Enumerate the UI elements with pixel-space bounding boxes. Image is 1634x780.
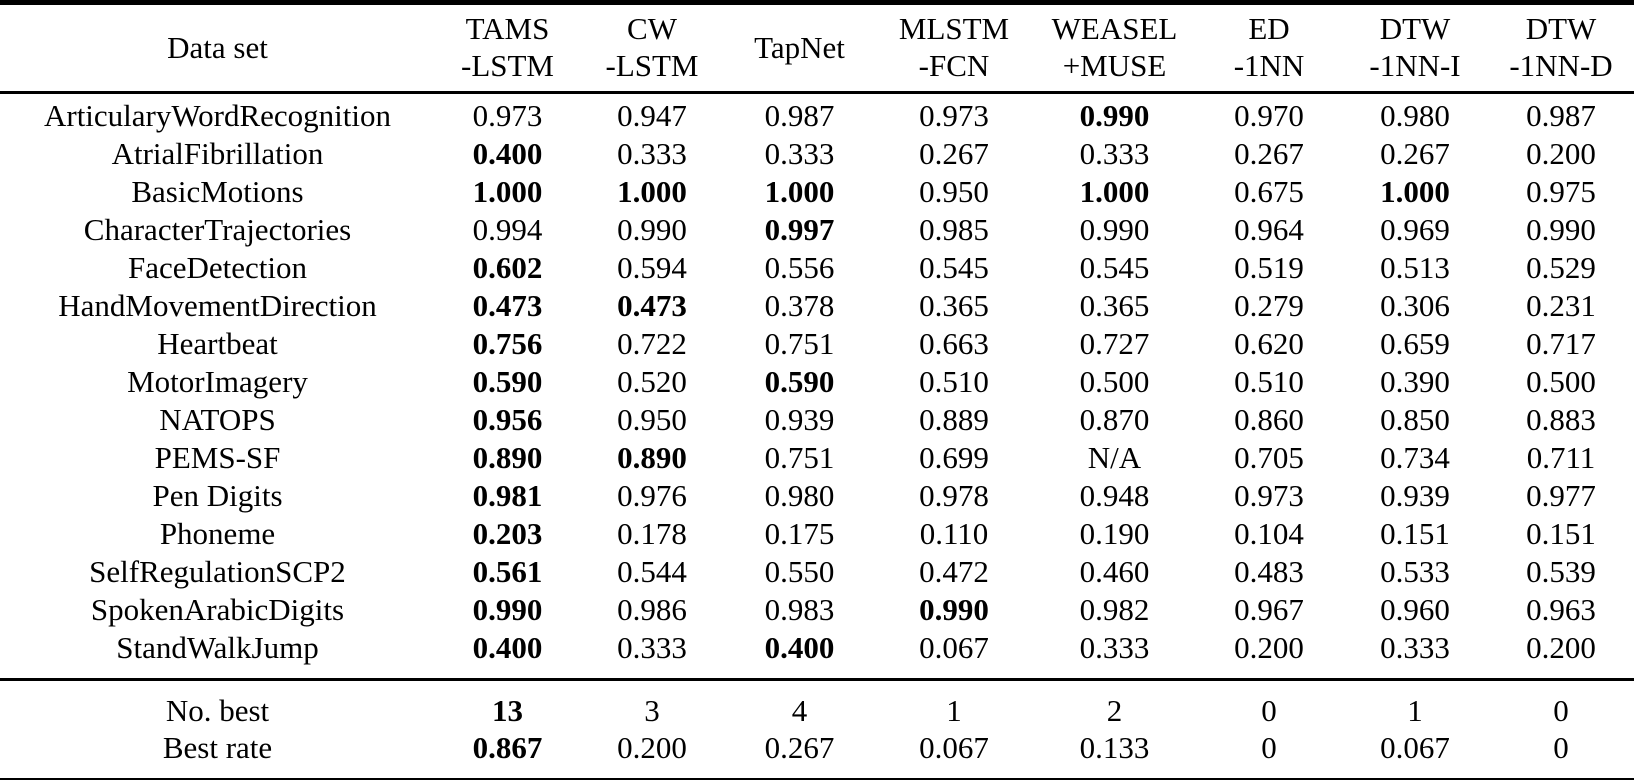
table-row xyxy=(0,515,1634,553)
value-cell: 0.533 xyxy=(1380,554,1450,589)
table-row xyxy=(0,591,1634,629)
value-cell: 0.472 xyxy=(919,554,989,589)
table-summary xyxy=(0,680,1634,780)
value-cell: 0.510 xyxy=(919,364,989,399)
value-cell: 0.200 xyxy=(1526,630,1596,665)
table-row xyxy=(0,325,1634,363)
value-cell: 0.990 xyxy=(1079,212,1150,247)
dataset-name-cell: PEMS-SF xyxy=(154,440,281,475)
column-header-label: DTW xyxy=(1379,11,1451,46)
summary-value-cell: 0 xyxy=(1196,680,1342,730)
table-row xyxy=(0,135,1634,173)
value-cell: 0.151 xyxy=(1380,516,1450,551)
value-cell: 0.985 xyxy=(919,212,989,247)
value-cell: 0.539 xyxy=(1526,554,1596,589)
value-cell: 0.950 xyxy=(617,402,687,437)
value-cell: 0.659 xyxy=(1380,326,1450,361)
value-cell: 0.067 xyxy=(919,630,989,665)
value-cell: 0.483 xyxy=(1234,554,1304,589)
value-cell: 0.663 xyxy=(919,326,989,361)
summary-value-cell: 2 xyxy=(1033,680,1196,730)
column-header-label-line2: +MUSE xyxy=(1062,48,1167,83)
value-cell: 0.590 xyxy=(472,364,543,399)
dataset-name-cell: HandMovementDirection xyxy=(58,288,377,323)
dataset-name-cell: NATOPS xyxy=(159,402,276,437)
column-header-label: ED xyxy=(1248,11,1290,46)
value-cell: 0.333 xyxy=(1079,630,1150,665)
summary-value-cell: 3 xyxy=(580,680,724,730)
dataset-name-cell: Pen Digits xyxy=(152,478,283,513)
value-cell: 0.956 xyxy=(472,402,543,437)
value-cell: 0.963 xyxy=(1526,592,1596,627)
summary-value-cell: 0.067 xyxy=(919,730,989,765)
value-cell: 0.473 xyxy=(472,288,543,323)
column-header-label-line2: -1NN-D xyxy=(1509,48,1613,83)
dataset-name-cell: FaceDetection xyxy=(127,250,308,285)
value-cell: 0.964 xyxy=(1234,212,1304,247)
value-cell: 0.990 xyxy=(1526,212,1596,247)
value-cell: 0.203 xyxy=(472,516,543,551)
dataset-name-cell: AtrialFibrillation xyxy=(111,136,324,171)
column-header-dataset xyxy=(0,3,435,93)
summary-value-cell: 0.200 xyxy=(617,730,687,765)
value-cell: 0.175 xyxy=(764,516,835,551)
value-cell: 0.500 xyxy=(1526,364,1596,399)
value-cell: 0.860 xyxy=(1234,402,1304,437)
value-cell: 1.000 xyxy=(1079,174,1150,209)
value-cell: 0.104 xyxy=(1234,516,1304,551)
value-cell: 0.734 xyxy=(1380,440,1450,475)
value-cell: 0.267 xyxy=(1380,136,1450,171)
summary-value-cell: 13 xyxy=(435,680,580,730)
value-cell: 0.550 xyxy=(764,554,835,589)
value-cell: 0.151 xyxy=(1526,516,1596,551)
column-header-label-line2: -LSTM xyxy=(461,48,554,83)
value-cell: 0.976 xyxy=(617,478,687,513)
value-cell: 0.751 xyxy=(764,440,835,475)
value-cell: 0.990 xyxy=(919,592,989,627)
value-cell: 0.850 xyxy=(1380,402,1450,437)
column-header-dtw-1nn-i xyxy=(1342,3,1488,93)
summary-value-cell: 4 xyxy=(724,680,875,730)
value-cell: 0.960 xyxy=(1380,592,1450,627)
table-row xyxy=(0,287,1634,325)
summary-value-cell: 0 xyxy=(1488,680,1634,730)
value-cell: 0.983 xyxy=(764,592,835,627)
column-header-label: WEASEL xyxy=(1051,11,1178,46)
value-cell: 0.973 xyxy=(919,98,989,133)
value-cell: 0.200 xyxy=(1526,136,1596,171)
column-header-label: TapNet xyxy=(754,29,845,65)
value-cell: 0.460 xyxy=(1079,554,1150,589)
value-cell: N/A xyxy=(1087,440,1142,475)
value-cell: 0.473 xyxy=(617,288,687,323)
summary-label-cell: Best rate xyxy=(162,730,273,765)
value-cell: 0.986 xyxy=(617,592,687,627)
value-cell: 0.981 xyxy=(472,478,543,513)
summary-value-cell: 0.067 xyxy=(1380,730,1450,765)
table-row xyxy=(0,439,1634,477)
value-cell: 0.267 xyxy=(919,136,989,171)
table-row xyxy=(0,629,1634,680)
value-cell: 0.545 xyxy=(919,250,989,285)
value-cell: 0.190 xyxy=(1079,516,1150,551)
column-header-label: CW xyxy=(627,11,677,46)
column-header-label: MLSTM xyxy=(898,11,1010,46)
value-cell: 0.561 xyxy=(472,554,543,589)
value-cell: 0.997 xyxy=(764,212,835,247)
value-cell: 0.365 xyxy=(1079,288,1150,323)
value-cell: 0.699 xyxy=(919,440,989,475)
value-cell: 0.400 xyxy=(472,630,543,665)
table-row xyxy=(0,249,1634,287)
table-row xyxy=(0,553,1634,591)
table-row xyxy=(0,477,1634,515)
value-cell: 0.883 xyxy=(1526,402,1596,437)
value-cell: 0.231 xyxy=(1526,288,1596,323)
summary-row xyxy=(0,680,1634,730)
value-cell: 0.727 xyxy=(1079,326,1150,361)
value-cell: 0.890 xyxy=(472,440,543,475)
value-cell: 0.200 xyxy=(1234,630,1304,665)
summary-value-cell: 0.867 xyxy=(472,730,543,765)
value-cell: 0.756 xyxy=(472,326,543,361)
value-cell: 0.513 xyxy=(1380,250,1450,285)
value-cell: 0.722 xyxy=(617,326,687,361)
table-row xyxy=(0,211,1634,249)
value-cell: 0.544 xyxy=(617,554,687,589)
summary-label-cell: No. best xyxy=(0,680,435,730)
summary-row xyxy=(0,729,1634,780)
column-header-label: TAMS xyxy=(465,11,550,46)
dataset-name-cell: BasicMotions xyxy=(131,174,304,209)
value-cell: 0.333 xyxy=(617,136,687,171)
value-cell: 0.365 xyxy=(919,288,989,323)
value-cell: 0.990 xyxy=(617,212,687,247)
value-cell: 0.717 xyxy=(1526,326,1596,361)
value-cell: 0.333 xyxy=(617,630,687,665)
column-header-weasel-muse xyxy=(1033,3,1196,93)
summary-value-cell: 0.133 xyxy=(1079,730,1150,765)
value-cell: 0.990 xyxy=(1079,98,1150,133)
value-cell: 0.333 xyxy=(1380,630,1450,665)
value-cell: 0.545 xyxy=(1079,250,1150,285)
value-cell: 0.939 xyxy=(764,402,835,437)
summary-value-cell: 0 xyxy=(1261,730,1277,765)
value-cell: 0.982 xyxy=(1079,592,1150,627)
value-cell: 0.602 xyxy=(472,250,543,285)
value-cell: 0.594 xyxy=(617,250,687,285)
value-cell: 0.333 xyxy=(1079,136,1150,171)
table-row xyxy=(0,93,1634,136)
value-cell: 0.279 xyxy=(1234,288,1304,323)
value-cell: 0.975 xyxy=(1526,174,1596,209)
table-body xyxy=(0,93,1634,680)
summary-value-cell: 0 xyxy=(1553,730,1569,765)
column-header-cw-lstm xyxy=(580,3,724,93)
column-header-label-line2: -1NN xyxy=(1233,48,1305,83)
value-cell: 1.000 xyxy=(1380,174,1450,209)
value-cell: 0.977 xyxy=(1526,478,1596,513)
dataset-name-cell: CharacterTrajectories xyxy=(83,212,352,247)
column-header-mlstm-fcn xyxy=(875,3,1033,93)
value-cell: 0.990 xyxy=(472,592,543,627)
value-cell: 0.950 xyxy=(919,174,989,209)
value-cell: 0.980 xyxy=(764,478,835,513)
value-cell: 0.519 xyxy=(1234,250,1304,285)
dataset-name-cell: SpokenArabicDigits xyxy=(90,592,345,627)
value-cell: 0.620 xyxy=(1234,326,1304,361)
value-cell: 0.967 xyxy=(1234,592,1304,627)
summary-value-cell: 1 xyxy=(1342,680,1488,730)
value-cell: 0.980 xyxy=(1380,98,1450,133)
value-cell: 0.970 xyxy=(1234,98,1304,133)
value-cell: 0.500 xyxy=(1079,364,1150,399)
value-cell: 1.000 xyxy=(472,174,543,209)
value-cell: 0.705 xyxy=(1234,440,1304,475)
table-row xyxy=(0,363,1634,401)
dataset-name-cell: SelfRegulationSCP2 xyxy=(89,554,346,589)
table-row xyxy=(0,401,1634,439)
value-cell: 0.590 xyxy=(764,364,835,399)
value-cell: 0.711 xyxy=(1526,440,1596,475)
summary-value-cell: 1 xyxy=(875,680,1033,730)
value-cell: 0.520 xyxy=(617,364,687,399)
column-header-tapnet xyxy=(724,3,875,93)
value-cell: 0.890 xyxy=(617,440,687,475)
dataset-name-cell: StandWalkJump xyxy=(116,630,319,665)
column-header-label: DTW xyxy=(1525,11,1597,46)
column-header-label-line2: -LSTM xyxy=(605,48,699,83)
value-cell: 0.889 xyxy=(919,402,989,437)
value-cell: 0.306 xyxy=(1380,288,1450,323)
value-cell: 0.529 xyxy=(1526,250,1596,285)
value-cell: 0.947 xyxy=(617,98,687,133)
column-header-label: Data set xyxy=(167,29,268,65)
value-cell: 0.948 xyxy=(1079,478,1150,513)
value-cell: 1.000 xyxy=(617,174,687,209)
value-cell: 0.973 xyxy=(1234,478,1304,513)
value-cell: 0.110 xyxy=(919,516,989,551)
value-cell: 0.987 xyxy=(1526,98,1596,133)
value-cell: 0.510 xyxy=(1234,364,1304,399)
column-header-label-line2: -FCN xyxy=(918,48,990,83)
column-header-dtw-1nn-d xyxy=(1488,3,1634,93)
value-cell: 1.000 xyxy=(764,174,835,209)
dataset-name-cell: MotorImagery xyxy=(127,364,308,399)
value-cell: 0.939 xyxy=(1380,478,1450,513)
dataset-name-cell: ArticularyWordRecognition xyxy=(43,98,392,133)
value-cell: 0.400 xyxy=(764,630,835,665)
table-row xyxy=(0,173,1634,211)
dataset-name-cell: Phoneme xyxy=(159,516,276,551)
column-header-label-line2: -1NN-I xyxy=(1369,48,1461,83)
value-cell: 0.751 xyxy=(764,326,835,361)
value-cell: 0.267 xyxy=(1234,136,1304,171)
value-cell: 0.987 xyxy=(764,98,835,133)
summary-value-cell: 0.267 xyxy=(764,730,835,765)
value-cell: 0.556 xyxy=(764,250,835,285)
value-cell: 0.400 xyxy=(472,136,543,171)
table-header xyxy=(0,3,1634,93)
dataset-name-cell: Heartbeat xyxy=(157,326,278,361)
value-cell: 0.390 xyxy=(1380,364,1450,399)
header-row xyxy=(0,3,1634,93)
value-cell: 0.178 xyxy=(617,516,687,551)
value-cell: 0.994 xyxy=(472,212,543,247)
column-header-ed-1nn xyxy=(1196,3,1342,93)
value-cell: 0.969 xyxy=(1380,212,1450,247)
value-cell: 0.978 xyxy=(919,478,989,513)
value-cell: 0.973 xyxy=(472,98,543,133)
value-cell: 0.378 xyxy=(764,288,835,323)
column-header-tams-lstm xyxy=(435,3,580,93)
value-cell: 0.870 xyxy=(1079,402,1150,437)
value-cell: 0.675 xyxy=(1234,174,1304,209)
value-cell: 0.333 xyxy=(764,136,835,171)
